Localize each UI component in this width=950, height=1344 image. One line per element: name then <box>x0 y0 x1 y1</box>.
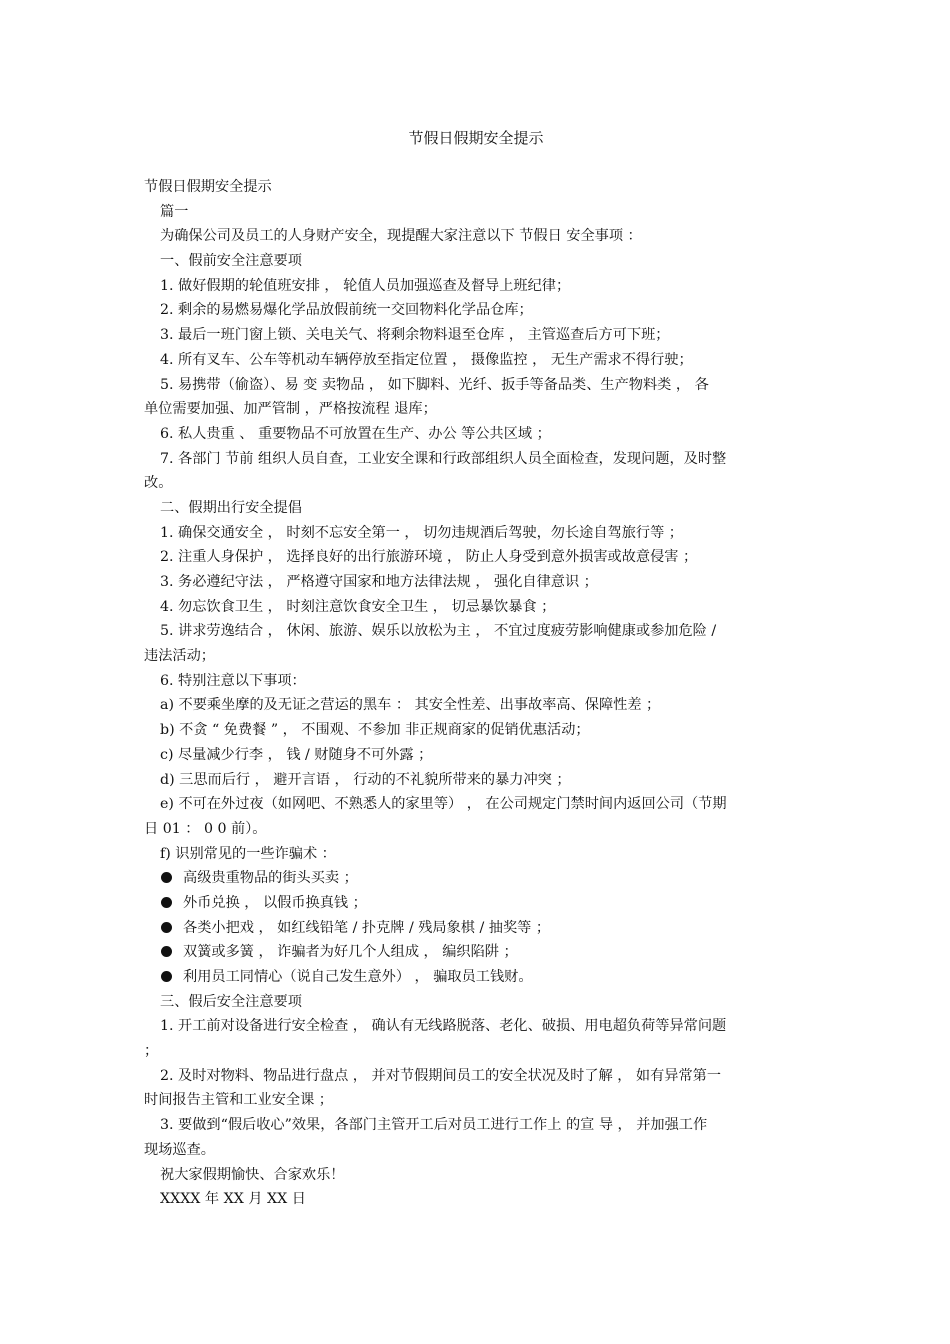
page-title: 节假日假期安全提示 <box>408 129 544 147</box>
part2-sub-a: a) 不要乘坐摩的及无证之营运的黑车 ： 其安全性差、出事故率高、保障性差 ； <box>160 697 661 714</box>
scam-bullet <box>144 940 808 965</box>
part3-heading: 三、假后安全注意要项 <box>160 993 302 1010</box>
part1-item-5-line1: 5. 易携带（偷盗）、易 变 卖物品 ， 如下脚料、光纤、扳手等备品类、生产物料类 ， 各 <box>160 376 709 393</box>
part2-sub-d: d) 三思而后行 ， 避开言语 ， 行动的不礼貌所带来的暴力冲突 ； <box>160 771 571 788</box>
part2-item-4: 4. 勿忘饮食卫生 ， 时刻注意饮食安全卫生 ， 切忌暴饮暴食 ； <box>160 598 556 615</box>
part1-item-3: 3. 最后一班门窗上锁、关电关气、将剩余物料退至仓库 ， 主管巡查后方可下班； <box>160 327 670 344</box>
part2-item-5-line1: 5. 讲求劳逸结合 ， 休闲、旅游、娱乐以放松为主 ， 不宜过度疲劳影响健康或参加危险 / <box>160 623 717 640</box>
part3-item-1-line1: 1. 开工前对设备进行安全检查 ， 确认有无线路脱落、老化、破损、用电超负荷等异常问题 <box>160 1018 727 1035</box>
scam-bullet <box>144 916 808 941</box>
bullet-text: 外币兑换 ， 以假币换真钱 ； <box>183 894 367 911</box>
bullet-text: 双簧或多簧 ， 诈骗者为好几个人组成 ， 编织陷阱 ； <box>183 944 518 961</box>
part3-item-2-line1: 2. 及时对物料、物品进行盘点 ， 并对节假期间员工的安全状况及时了解 ， 如有异常第一 <box>160 1067 722 1084</box>
bullet-dot-icon <box>161 897 172 908</box>
scam-bullet <box>144 965 808 990</box>
part2-item-6: 6. 特别注意以下事项： <box>160 672 306 689</box>
bullet-dot-icon <box>161 872 172 883</box>
scam-bullet <box>144 866 808 891</box>
bullet-text: 高级贵重物品的街头买卖 ； <box>183 870 358 887</box>
closing-line: 祝大家假期愉快、合家欢乐！ <box>160 1166 345 1183</box>
bullet-text: 各类小把戏 ， 如红线铅笔 / 扑克牌 / 残局象棋 / 抽奖等 ； <box>183 919 551 936</box>
document-body <box>144 175 808 1212</box>
part3-item-3-line2: 现场巡查。 <box>144 1141 215 1158</box>
bullet-dot-icon <box>161 971 172 982</box>
part1-item-2: 2. 剩余的易燃易爆化学品放假前统一交回物料化学品仓库； <box>160 302 533 319</box>
date-line: XXXX 年 XX 月 XX 日 <box>160 1191 306 1208</box>
part2-item-1: 1. 确保交通安全 ， 时刻不忘安全第一 ， 切勿违规酒后驾驶，勿长途自驾旅行等 ； <box>160 524 683 541</box>
part2-item-2: 2. 注重人身保护 ， 选择良好的出行旅游环境 ， 防止人身受到意外损害或故意侵害 ； <box>160 549 698 566</box>
part1-item-1: 1. 做好假期的轮值班安排 ， 轮值人员加强巡查及督导上班纪律； <box>160 277 571 294</box>
part1-item-4: 4. 所有叉车、公车等机动车辆停放至指定位置 ， 摄像监控 ， 无生产需求不得行驶； <box>160 351 693 368</box>
part2-heading: 二、假期出行安全提倡 <box>160 499 302 516</box>
part2-sub-c: c) 尽量减少行李 ， 钱 / 财随身不可外露 ； <box>160 746 433 763</box>
scam-bullet <box>144 891 808 916</box>
bullet-dot-icon <box>161 946 172 957</box>
part2-sub-e-line1: e) 不可在外过夜（如网吧、不熟悉人的家里等） ， 在公司规定门禁时间内返回公司（节期 <box>160 796 727 813</box>
part3-item-2-line2: 时间报告主管和工业安全课 ； <box>144 1092 333 1109</box>
intro-paragraph: 为确保公司及员工的人身财产安全，现提醒大家注意以下 节假日 安全事项 ： <box>160 228 642 245</box>
part2-item-3: 3. 务必遵纪守法 ， 严格遵守国家和地方法律法规 ， 强化自律意识 ； <box>160 574 598 590</box>
part1-item-6: 6. 私人贵重 、 重要物品不可放置在生产、办公 等公共区域 ； <box>160 425 551 442</box>
part2-sub-b: b) 不贪 “ 免费餐 ” ， 不围观、不参加 非正规商家的促销优惠活动； <box>160 722 590 739</box>
section-label: 篇一 <box>160 203 189 220</box>
part3-item-1-line2: ； <box>144 1043 159 1060</box>
subtitle: 节假日假期安全提示 <box>144 179 272 195</box>
part1-item-5-line2: 单位需要加强、加严管制 ，严格按流程 退库； <box>144 401 437 418</box>
part1-heading: 一、假前安全注意要项 <box>160 253 302 270</box>
bullet-dot-icon <box>161 922 172 933</box>
part2-sub-e-line2: 日 01 ： 0 0 前）。 <box>144 820 267 837</box>
bullet-text: 利用员工同情心（说自己发生意外） ， 骗取员工钱财。 <box>183 969 533 985</box>
part1-item-7-line1: 7. 各部门 节前 组织人员自查，工业安全课和行政部组织人员全面检查，发现问题，及时整 <box>160 450 727 467</box>
part2-sub-f: f) 识别常见的一些诈骗术 ： <box>160 845 336 862</box>
part3-item-3-line1: 3. 要做到“假后收心”效果，各部门主管开工后对员工进行工作上 的宣 导 ， 并加强工作 <box>160 1117 708 1134</box>
part1-item-7-line2: 改。 <box>144 475 173 492</box>
part2-item-5-line2: 违法活动； <box>144 648 215 665</box>
